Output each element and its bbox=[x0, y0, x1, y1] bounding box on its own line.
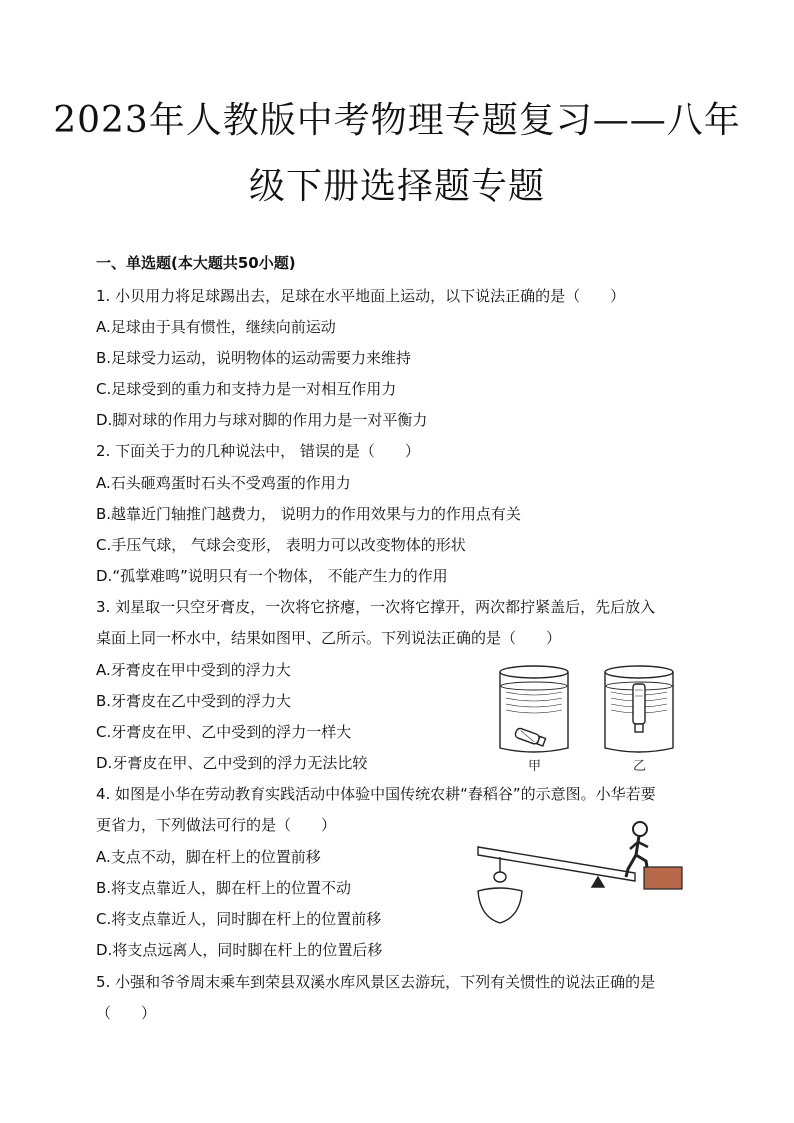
q5-stem-line-1: 5. 小强和爷爷周末乘车到荣县双溪水库风景区去游玩，下列有关惯性的说法正确的是 bbox=[96, 973, 656, 991]
page-title-line-1: 2023年人教版中考物理专题复习——八年 bbox=[53, 100, 741, 141]
q1-option-c: C.足球受到的重力和支持力是一对相互作用力 bbox=[96, 380, 397, 398]
q2-option-c: C.手压气球， 气球会变形， 表明力可以改变物体的形状 bbox=[96, 536, 466, 554]
q3-option-d: D.牙膏皮在甲、乙中受到的浮力无法比较 bbox=[96, 754, 368, 772]
figure-label-jia: 甲 bbox=[528, 759, 542, 774]
q1-option-b: B.足球受力运动，说明物体的运动需要力来维持 bbox=[96, 349, 412, 367]
q5-stem-line-2: （ ） bbox=[96, 1004, 157, 1022]
beaker-yi bbox=[605, 666, 673, 752]
q4-option-c: C.将支点靠近人，同时脚在杆上的位置前移 bbox=[96, 910, 382, 928]
page-title-line-2: 级下册选择题专题 bbox=[248, 166, 545, 207]
section-heading: 一、单选题(本大题共50小题) bbox=[96, 254, 296, 272]
q4-stem-line-1: 4. 如图是小华在劳动教育实践活动中体验中国传统农耕“舂稻谷”的示意图。小华若要 bbox=[96, 785, 656, 803]
brick bbox=[644, 867, 682, 889]
q2-option-b: B.越靠近门轴推门越费力， 说明力的作用效果与力的作用点有关 bbox=[96, 505, 521, 523]
q4-option-b: B.将支点靠近人，脚在杆上的位置不动 bbox=[96, 879, 352, 897]
q4-option-a: A.支点不动，脚在杆上的位置前移 bbox=[96, 848, 321, 866]
q3-option-c: C.牙膏皮在甲、乙中受到的浮力一样大 bbox=[96, 723, 352, 741]
q2-option-a: A.石头砸鸡蛋时石头不受鸡蛋的作用力 bbox=[96, 474, 351, 492]
q3-option-a: A.牙膏皮在甲中受到的浮力大 bbox=[96, 661, 291, 679]
lever-figure bbox=[470, 815, 690, 930]
q2-stem: 2. 下面关于力的几种说法中， 错误的是（ ） bbox=[96, 442, 420, 460]
beaker-jia bbox=[500, 666, 568, 752]
q4-stem-line-2: 更省力，下列做法可行的是（ ） bbox=[96, 816, 337, 834]
q3-stem-line-1: 3. 刘星取一只空牙膏皮，一次将它挤瘪，一次将它撑开，两次都拧紧盖后，先后放入 bbox=[96, 598, 656, 616]
figure-label-yi: 乙 bbox=[633, 759, 647, 774]
beakers-figure bbox=[494, 660, 694, 775]
q4-option-d: D.将支点远离人，同时脚在杆上的位置后移 bbox=[96, 941, 383, 959]
q1-option-a: A.足球由于具有惯性，继续向前运动 bbox=[96, 318, 336, 336]
q3-option-b: B.牙膏皮在乙中受到的浮力大 bbox=[96, 692, 292, 710]
q1-stem: 1. 小贝用力将足球踢出去，足球在水平地面上运动，以下说法正确的是（ ） bbox=[96, 287, 626, 305]
q3-stem-line-2: 桌面上同一杯水中，结果如图甲、乙所示。下列说法正确的是（ ） bbox=[96, 629, 562, 647]
q1-option-d: D.脚对球的作用力与球对脚的作用力是一对平衡力 bbox=[96, 411, 428, 429]
q2-option-d: D.“孤掌难鸣”说明只有一个物体， 不能产生力的作用 bbox=[96, 567, 448, 585]
